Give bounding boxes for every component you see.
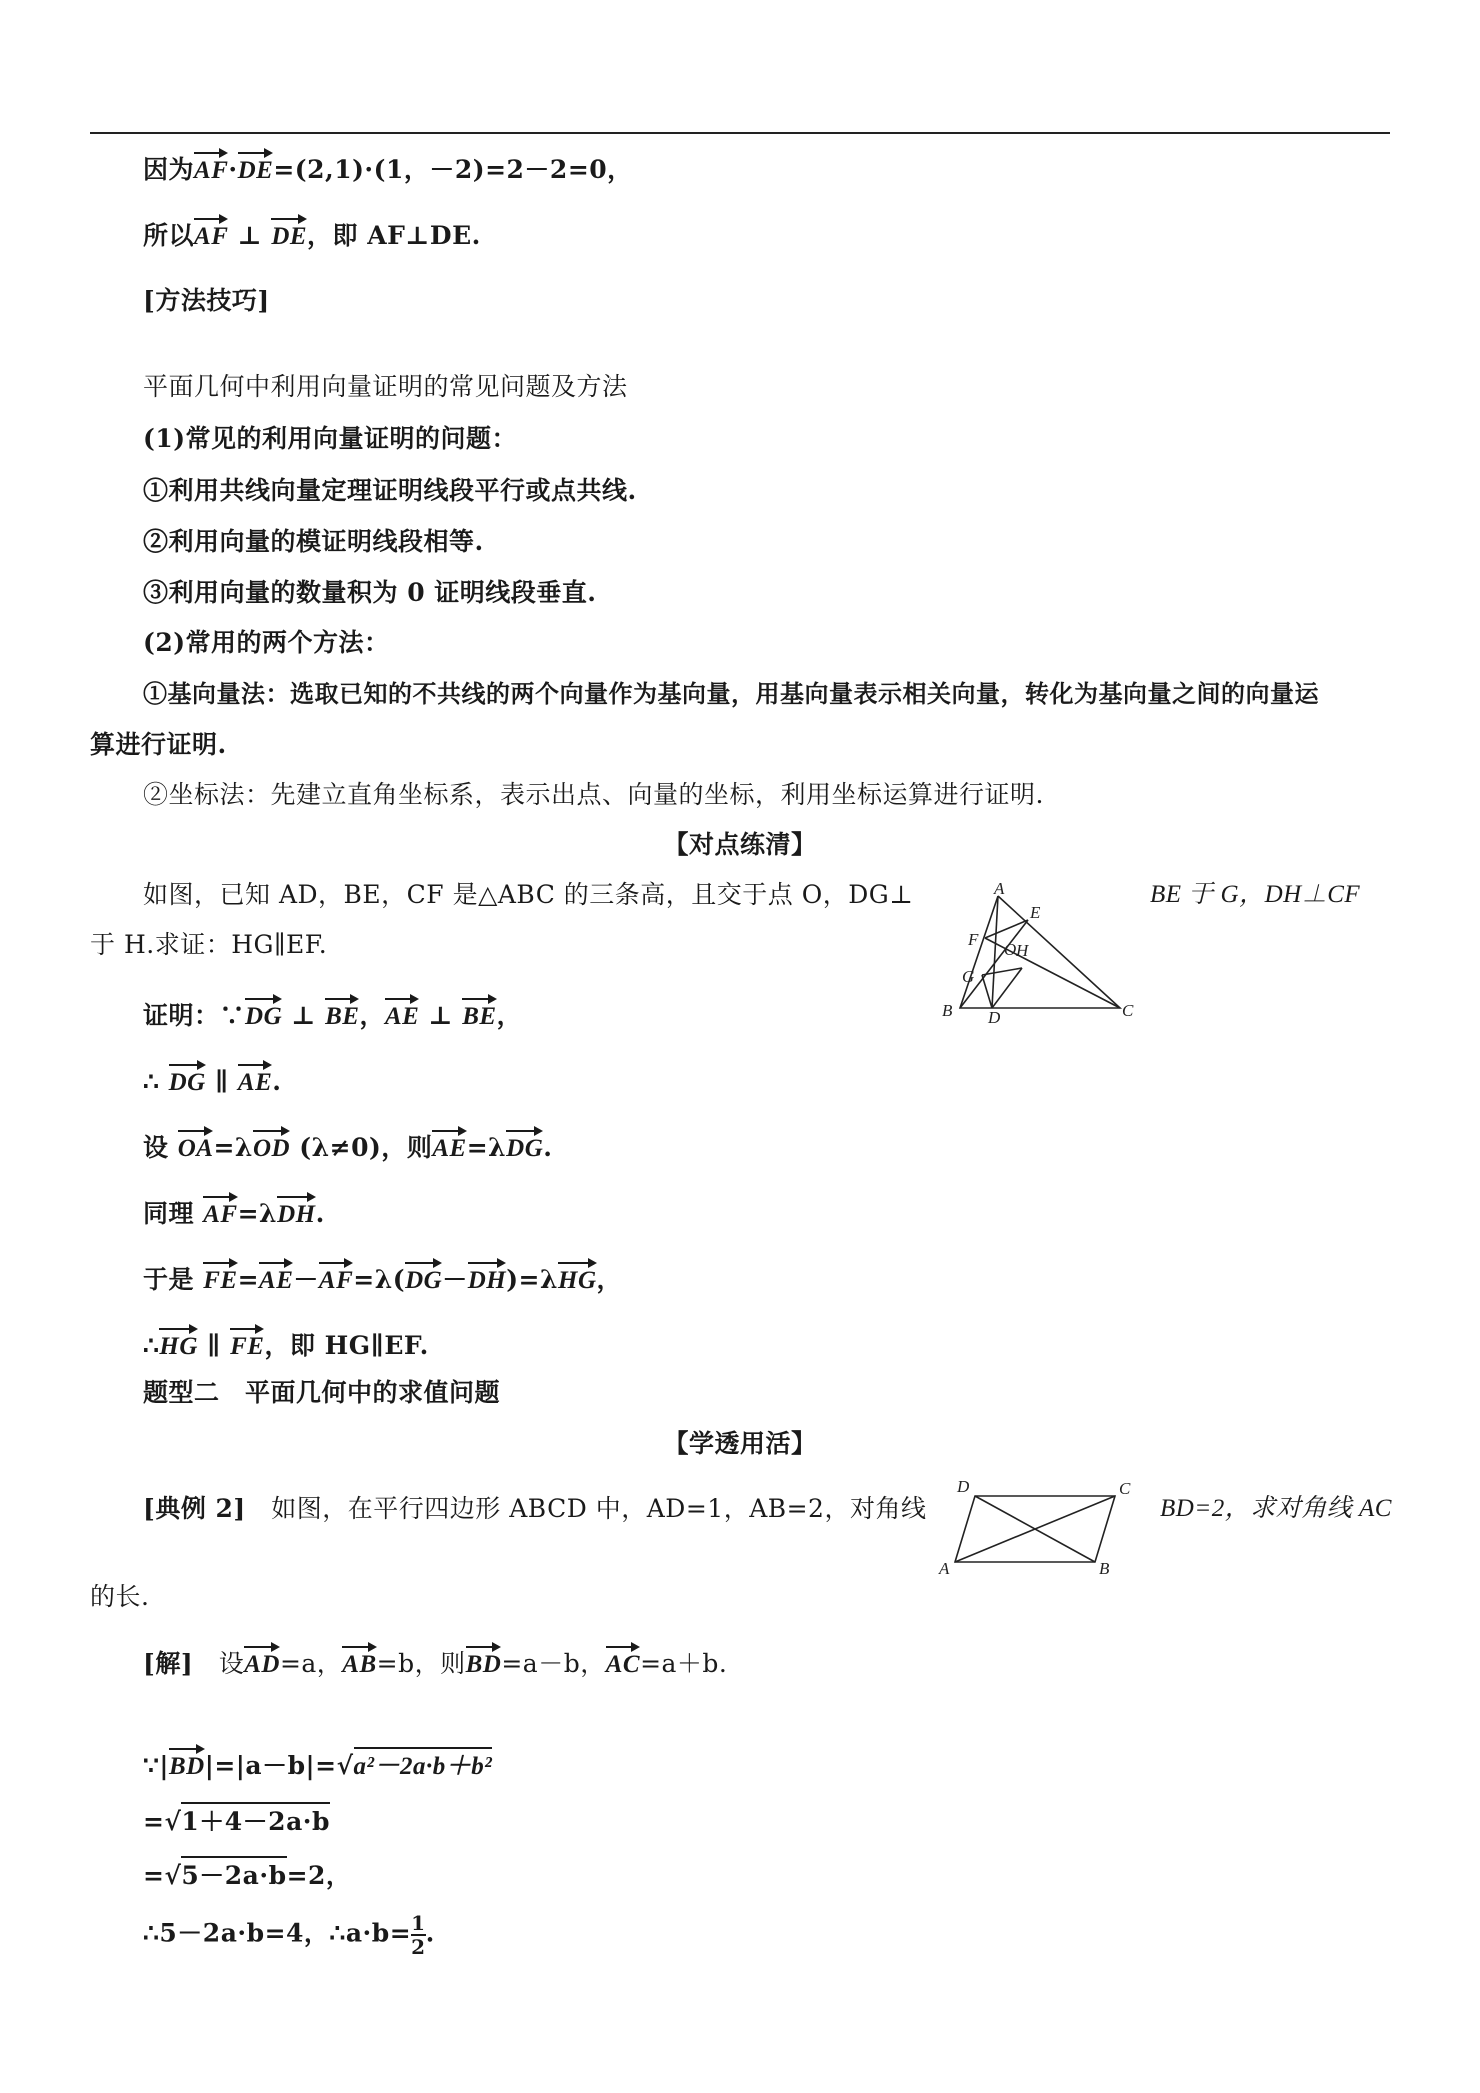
method-item-1: (1)常见的利用向量证明的问题： (143, 424, 518, 453)
method-item-2a-cont: 算进行证明. (90, 730, 227, 759)
practice-title: 【对点练清】 (663, 830, 817, 859)
method-item-1c: ③利用向量的数量积为 0 证明线段垂直. (143, 578, 597, 607)
type-two-heading: 题型二 平面几何中的求值问题 (143, 1378, 501, 1407)
label-F: F (968, 930, 979, 949)
proof-line-5: 于是 FE=AE－AF=λ(DG－DH)=λHG， (143, 1260, 622, 1298)
practice-text-1: 如图，已知 AD，BE，CF 是△ABC 的三条高，且交于点 O，DG⊥ (143, 880, 914, 909)
label-H: H (1016, 941, 1029, 960)
method-item-2b: ②坐标法：先建立直角坐标系，表示出点、向量的坐标，利用坐标运算进行证明. (143, 780, 1044, 809)
parallelogram-figure (935, 1478, 1140, 1578)
learn-title: 【学透用活】 (663, 1429, 817, 1458)
label-O: O (1004, 940, 1017, 959)
solution-line-1: [解] 设AD=a，AB=b，则BD=a－b，AC=a＋b. (143, 1644, 727, 1682)
label-B: B (942, 1001, 953, 1020)
example-line-1b: BD=2，求对角线 AC (1160, 1495, 1392, 1522)
label-A-para: A (939, 1559, 950, 1578)
header-rule (90, 132, 1390, 134)
label-C: C (1122, 1001, 1134, 1020)
label-E: E (1030, 903, 1041, 922)
proof-line-3: 设 OA=λOD (λ≠0)，则AE=λDG. (143, 1128, 553, 1166)
method-item-2: (2)常用的两个方法： (143, 628, 390, 657)
label-A: A (994, 880, 1005, 898)
label-G: G (962, 967, 975, 986)
proof-line-4: 同理 AF=λDH. (143, 1194, 325, 1232)
label-D-para: D (957, 1478, 970, 1496)
method-title: [方法技巧] (143, 286, 270, 315)
example-line-1: [典例 2] 如图，在平行四边形 ABCD 中，AD=1，AB=2，对角线 (143, 1494, 927, 1523)
solution-line-2: ∵|BD|=|a－b|=√a²－2a·b＋b² (143, 1746, 492, 1784)
solution-line-3: =√1＋4－2a·b (143, 1802, 330, 1839)
label-C-para: C (1119, 1479, 1131, 1498)
practice-text-1b: BE 于 G，DH⊥CF (1150, 881, 1361, 908)
method-item-1a: ①利用共线向量定理证明线段平行或点共线. (143, 476, 637, 505)
text-line-dot-product: 因为AF·DE=(2,1)·(1，－2)=2－2=0， (143, 150, 633, 188)
method-subtitle: 平面几何中利用向量证明的常见问题及方法 (143, 372, 628, 401)
triangle-figure (930, 880, 1150, 1025)
solution-line-4: =√5－2a·b=2， (143, 1856, 351, 1893)
text-line-perpendicular: 所以AF ⊥ DE，即 AF⊥DE. (143, 216, 481, 254)
example-line-2: 的长. (90, 1582, 150, 1611)
proof-line-1: 证明：∵DG ⊥ BE，AE ⊥ BE， (143, 996, 522, 1034)
proof-line-2: ∴ DG ∥ AE. (143, 1062, 281, 1100)
solution-line-5: ∴5－2a·b=4，∴a·b= $\frac{1}{2}$ . (143, 1911, 435, 1959)
label-B-para: B (1099, 1559, 1110, 1578)
practice-text-2: 于 H.求证：HG∥EF. (90, 930, 328, 959)
label-D: D (988, 1008, 1001, 1025)
method-item-2a: ①基向量法：选取已知的不共线的两个向量作为基向量，用基向量表示相关向量，转化为基向量之间的向量运 (143, 679, 1319, 708)
method-item-1b: ②利用向量的模证明线段相等. (143, 527, 484, 556)
proof-line-6: ∴HG ∥ FE，即 HG∥EF. (143, 1326, 429, 1364)
fraction-one-half: $\frac{1}{2}$ (411, 1911, 426, 1959)
